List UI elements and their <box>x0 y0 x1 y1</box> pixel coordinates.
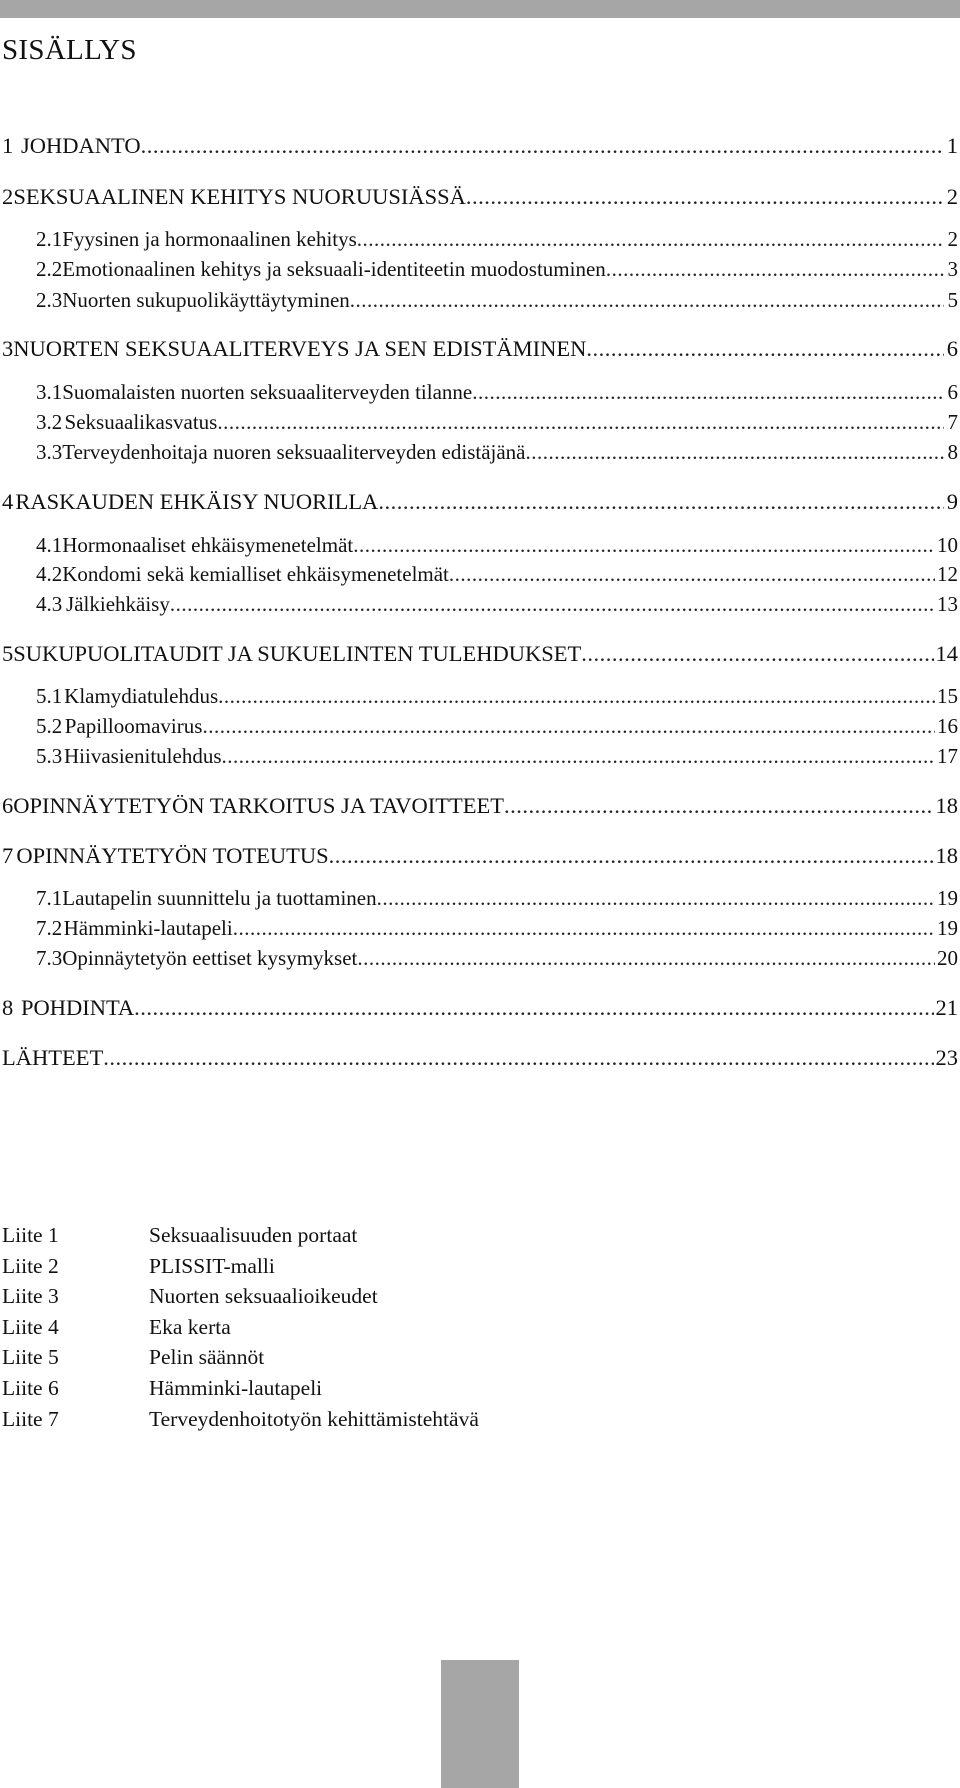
toc-entry <box>0 714 958 744</box>
toc-entry-page: 2 <box>946 184 958 209</box>
toc-dot-leader <box>353 533 935 558</box>
toc-entry-number: 2 <box>2 184 14 209</box>
toc-entry-title: NUORTEN SEKSUAALITERVEYS JA SEN EDISTÄMINEN <box>13 336 587 361</box>
toc-entry <box>0 257 958 287</box>
toc-entry-number: 2.3 <box>36 288 63 312</box>
toc-entry-number: 2.2 <box>36 257 63 281</box>
toc-entry-page: 17 <box>937 744 958 768</box>
toc-entry <box>0 184 958 214</box>
toc-entry <box>0 562 958 592</box>
appendix-title: Seksuaalisuuden portaat <box>149 1223 358 1247</box>
appendix-label: Liite 5 <box>2 1345 59 1370</box>
toc-entry <box>0 533 958 563</box>
appendix-label: Liite 4 <box>2 1314 59 1339</box>
toc-dot-leader <box>357 946 935 971</box>
toc-dot-leader <box>357 227 944 252</box>
toc-entry-page: 13 <box>937 592 958 616</box>
appendix-title: Terveydenhoitotyön kehittämistehtävä <box>149 1406 479 1431</box>
toc-entry <box>0 1045 958 1075</box>
toc-entry-page: 8 <box>947 440 958 464</box>
toc-entry-page: 18 <box>935 843 958 868</box>
toc-entry-number: 1 <box>2 133 14 158</box>
toc-dot-leader <box>581 641 933 667</box>
appendix-entry <box>2 1254 275 1284</box>
toc-entry-page: 23 <box>935 1045 958 1070</box>
toc-entry <box>0 684 958 714</box>
toc-entry <box>0 133 958 163</box>
toc-entry-title: SUKUPUOLITAUDIT JA SUKUELINTEN TULEHDUKSET <box>13 641 582 666</box>
toc-entry <box>0 440 958 470</box>
toc-entry-number: 3.1 <box>36 380 63 404</box>
toc-entry-page: 1 <box>946 133 958 158</box>
toc-dot-leader <box>378 489 944 515</box>
toc-entry-title: RASKAUDEN EHKÄISY NUORILLA <box>15 489 379 514</box>
toc-entry <box>0 592 958 622</box>
toc-entry <box>0 793 958 823</box>
toc-entry-number: 2.1 <box>36 227 63 251</box>
toc-entry-title: OPINNÄYTETYÖN TARKOITUS JA TAVOITTEET <box>13 793 504 818</box>
toc-dot-leader <box>170 592 935 617</box>
toc-entry-page: 5 <box>947 288 958 312</box>
toc-entry <box>0 288 958 318</box>
appendix-entry <box>2 1315 231 1345</box>
toc-entry-number: 8 <box>2 995 14 1020</box>
appendix-label: Liite 2 <box>2 1253 59 1278</box>
appendix-label: Liite 6 <box>2 1376 59 1400</box>
toc-dot-leader <box>377 886 935 911</box>
appendix-title: PLISSIT-malli <box>149 1253 275 1278</box>
appendix-title: Eka kerta <box>149 1314 231 1339</box>
appendix-entry <box>2 1345 264 1375</box>
toc-entry-title: LÄHTEET <box>2 1045 104 1070</box>
toc-entry-title: Lautapelin suunnittelu ja tuottaminen <box>62 886 377 910</box>
toc-entry-title: JOHDANTO <box>21 133 141 158</box>
toc-dot-leader <box>504 793 934 819</box>
toc-dot-leader <box>449 562 935 587</box>
toc-entry-page: 19 <box>937 886 958 910</box>
toc-entry-title: Nuorten sukupuolikäyttäytyminen <box>62 288 350 312</box>
toc-entry-title: POHDINTA <box>20 995 135 1020</box>
toc-entry-page: 18 <box>935 793 958 818</box>
appendix-label: Liite 1 <box>2 1223 59 1247</box>
toc-dot-leader <box>350 288 944 313</box>
toc-dot-leader <box>466 184 944 210</box>
toc-entry-page: 9 <box>946 489 958 514</box>
toc-entry-page: 14 <box>935 641 958 666</box>
toc-dot-leader <box>222 744 936 769</box>
toc-entry-number: 7.3 <box>36 946 63 970</box>
toc-entry <box>0 410 958 440</box>
toc-entry <box>0 380 958 410</box>
toc-entry-title: Hormonaaliset ehkäisymenetelmät <box>62 533 354 557</box>
toc-entry <box>0 227 958 257</box>
toc-entry-page: 6 <box>946 336 958 361</box>
toc-dot-leader <box>202 714 935 739</box>
appendix-entry <box>2 1284 378 1314</box>
toc-dot-leader <box>329 843 934 869</box>
toc-entry-title: OPINNÄYTETYÖN TOTEUTUS <box>16 843 329 868</box>
appendix-entry <box>2 1376 322 1406</box>
toc-dot-leader <box>606 257 944 282</box>
toc-entry <box>0 886 958 916</box>
toc-entry-page: 7 <box>947 410 958 434</box>
toc-entry <box>0 641 958 671</box>
toc-entry-number: 5.1 <box>36 684 63 708</box>
toc-entry-page: 12 <box>937 562 958 586</box>
toc-entry-title: Kondomi sekä kemialliset ehkäisymenetelmät <box>62 562 449 586</box>
toc-entry-title: Opinnäytetyön eettiset kysymykset <box>62 946 358 970</box>
page-footer-tab <box>441 1660 519 1788</box>
toc-dot-leader <box>233 916 935 941</box>
toc-entry-number: 7.2 <box>36 916 63 940</box>
toc-entry <box>0 843 958 873</box>
toc-entry-page: 19 <box>937 916 958 940</box>
toc-entry <box>0 489 958 519</box>
appendix-title: Nuorten seksuaalioikeudet <box>149 1284 378 1309</box>
toc-dot-leader <box>141 133 944 159</box>
toc-entry-number: 7.1 <box>36 886 63 910</box>
toc-entry-number: 6 <box>2 793 14 818</box>
toc-entry-number: 4.3 <box>36 592 63 616</box>
toc-entry-title: Terveydenhoitaja nuoren seksuaaliterveyden edistäjänä <box>62 440 526 464</box>
toc-entry-title: Papilloomavirus <box>64 714 203 738</box>
toc-entry-title: Suomalaisten nuorten seksuaaliterveyden tilanne <box>62 380 473 404</box>
toc-entry-page: 2 <box>947 227 958 251</box>
appendix-label: Liite 7 <box>2 1406 59 1431</box>
toc-dot-leader <box>526 440 944 465</box>
toc-dot-leader <box>218 684 935 709</box>
toc-entry-number: 5.3 <box>36 744 63 768</box>
appendix-title: Pelin säännöt <box>149 1345 265 1370</box>
appendix-entry <box>2 1223 357 1253</box>
toc-dot-leader <box>586 336 944 362</box>
toc-entry-page: 16 <box>937 714 958 738</box>
toc-entry-number: 7 <box>2 843 14 868</box>
toc-entry-number: 4.2 <box>36 562 63 586</box>
toc-entry <box>0 336 958 366</box>
toc-dot-leader <box>472 380 944 405</box>
toc-entry-page: 15 <box>937 684 958 708</box>
toc-dot-leader <box>103 1045 933 1071</box>
page-title: SISÄLLYS <box>2 34 137 66</box>
toc-entry <box>0 946 958 976</box>
toc-entry-page: 10 <box>937 533 958 557</box>
toc-entry-number: 3 <box>2 336 14 361</box>
toc-entry <box>0 744 958 774</box>
toc-entry-title: SEKSUAALINEN KEHITYS NUORUUSIÄSSÄ <box>13 184 466 209</box>
toc-entry-number: 5.2 <box>36 714 63 738</box>
appendix-title: Hämminki-lautapeli <box>149 1376 323 1400</box>
toc-entry-title: Emotionaalinen kehitys ja seksuaali-identiteetin muodostuminen <box>62 257 606 281</box>
toc-entry-title: Jälkiehkäisy <box>66 592 170 616</box>
toc-entry-title: Fyysinen ja hormonaalinen kehitys <box>62 227 357 251</box>
toc-entry-page: 21 <box>935 995 958 1020</box>
toc-entry <box>0 916 958 946</box>
toc-dot-leader <box>134 995 933 1021</box>
toc-entry-title: Hiivasienitulehdus <box>64 744 222 768</box>
toc-entry-number: 5 <box>2 641 14 666</box>
toc-entry-number: 3.2 <box>36 410 63 434</box>
toc-entry-page: 6 <box>947 380 958 404</box>
toc-entry <box>0 995 958 1025</box>
toc-entry-number: 3.3 <box>36 440 63 464</box>
toc-entry-number: 4.1 <box>36 533 63 557</box>
toc-entry-number: 4 <box>2 489 14 514</box>
toc-entry-page: 3 <box>947 257 958 281</box>
appendix-label: Liite 3 <box>2 1284 59 1309</box>
toc-entry-page: 20 <box>937 946 958 970</box>
toc-entry-title: Klamydiatulehdus <box>64 684 219 708</box>
toc-entry-title: Hämminki-lautapeli <box>63 916 233 940</box>
toc-entry-title: Seksuaalikasvatus <box>64 410 218 434</box>
appendix-entry <box>2 1407 479 1437</box>
toc-dot-leader <box>217 410 944 435</box>
